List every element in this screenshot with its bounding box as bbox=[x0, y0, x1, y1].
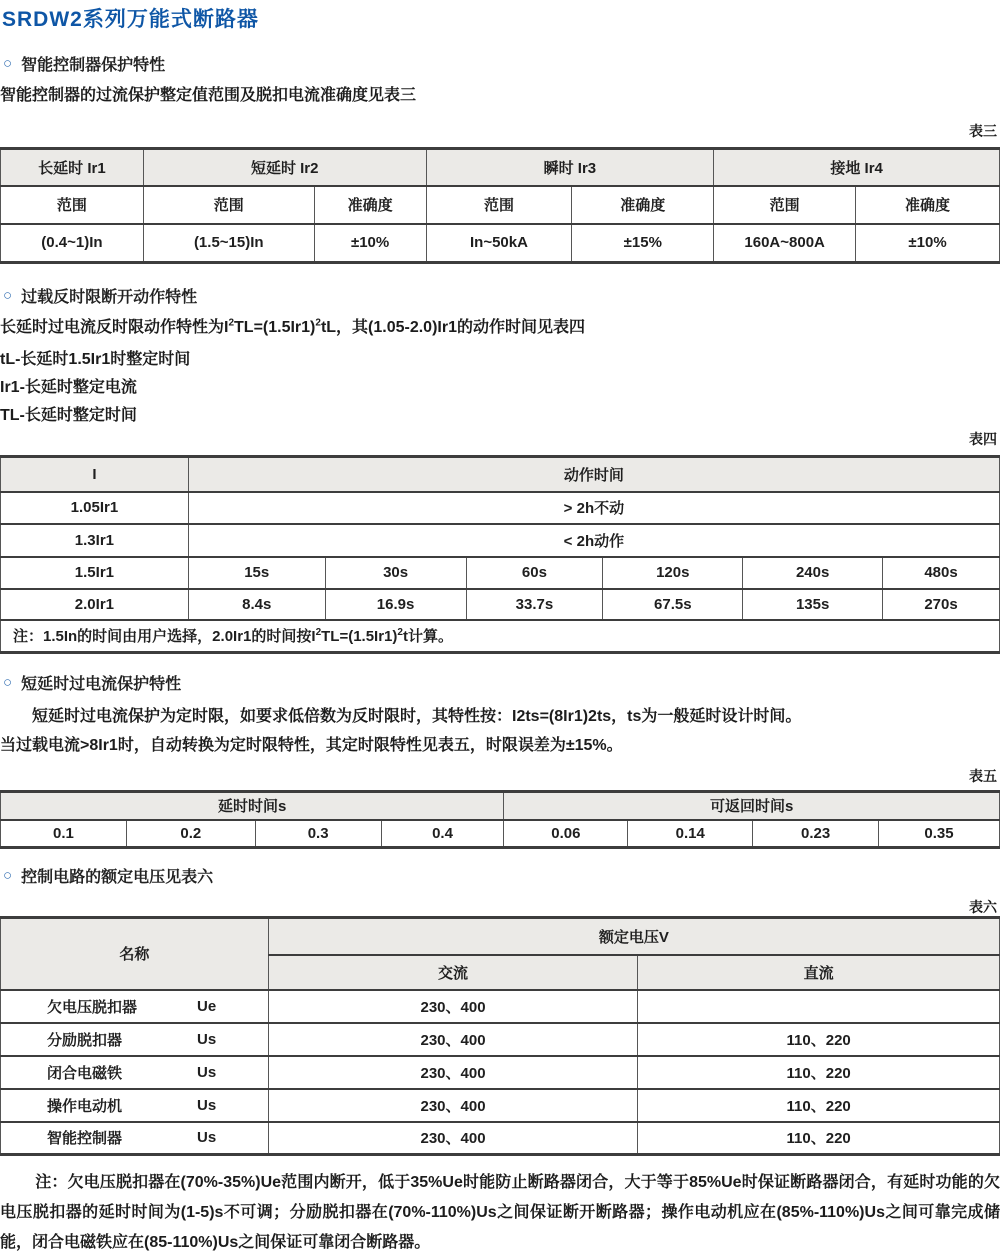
device-symbol: Us bbox=[197, 1096, 217, 1114]
table-row bbox=[1, 457, 1000, 492]
section-heading-control-voltage bbox=[0, 864, 1000, 887]
section3-paragraph: 当过载电流>8Ir1时，自动转换为定时限特性，其定时限特性见表五，时限误差为±15%。 bbox=[0, 737, 623, 754]
data-cell: 160A~800A bbox=[714, 224, 856, 263]
device-name-cell bbox=[1, 990, 269, 1023]
table-row bbox=[1, 557, 1000, 589]
header-cell: 接地 Ir4 bbox=[714, 149, 1000, 186]
table-row bbox=[1, 918, 1000, 955]
table-row bbox=[1, 1122, 1000, 1155]
section-heading-text: 短延时过电流保护特性 bbox=[21, 676, 182, 693]
header-cell: 直流 bbox=[638, 955, 1000, 990]
data-cell: 60s bbox=[466, 557, 603, 589]
device-name: 智能控制器 bbox=[47, 1130, 123, 1148]
data-cell: In~50kA bbox=[426, 224, 572, 263]
formula-text: TL=(1.5Ir1) bbox=[234, 319, 316, 336]
table6-rated-voltages bbox=[0, 916, 1000, 1156]
data-cell: 230、400 bbox=[268, 1023, 638, 1056]
data-cell: 230、400 bbox=[268, 1056, 638, 1089]
data-cell: 0.3 bbox=[255, 820, 381, 848]
definition-line: TL-长延时整定时间 bbox=[0, 407, 137, 424]
device-symbol: Ue bbox=[197, 997, 217, 1015]
footer-note: 注：欠电压脱扣器在(70%-35%)Ue范围内断开，低于35%Ue时能防止断路器闭合，大于等于85%Ue时保证断路器闭合，有延时功能的欠电压脱扣器的延时时间为(1-5)s不可调；分励脱扣器在(70%-110%)Us之间保证断开断路器；操作电动机应在(85%-110%)Us之间可靠完成储能，闭合电磁铁应在(85-110%)Us之间保证可靠闭合断路器。 bbox=[0, 1174, 1000, 1251]
header-cell: I bbox=[1, 457, 189, 492]
superscript: 2 bbox=[397, 627, 403, 639]
device-symbol: Us bbox=[197, 1129, 217, 1147]
device-name-wrap bbox=[1, 1127, 268, 1148]
table-row bbox=[1, 820, 1000, 848]
device-name-wrap bbox=[1, 1095, 268, 1116]
data-cell bbox=[638, 990, 1000, 1023]
section-heading-text: 智能控制器保护特性 bbox=[21, 57, 166, 74]
row-label-cell: 1.05Ir1 bbox=[1, 492, 189, 524]
table4-action-times bbox=[0, 455, 1000, 654]
device-name-wrap bbox=[1, 996, 268, 1017]
data-cell: 230、400 bbox=[268, 1089, 638, 1122]
device-symbol: Us bbox=[197, 1063, 217, 1081]
data-cell: 110、220 bbox=[638, 1056, 1000, 1089]
note-text: t计算。 bbox=[402, 628, 453, 646]
header-cell: 交流 bbox=[268, 955, 638, 990]
data-cell: (0.4~1)In bbox=[1, 224, 144, 263]
note-text: 注：1.5In的时间由用户选择，2.0Ir1的时间按I bbox=[13, 628, 316, 646]
data-cell: 480s bbox=[883, 557, 1000, 589]
data-cell: < 2h动作 bbox=[188, 524, 999, 557]
circle-bullet-icon: ○ bbox=[3, 55, 13, 72]
circle-bullet-icon: ○ bbox=[3, 674, 13, 691]
table-row bbox=[1, 1056, 1000, 1089]
data-cell: 16.9s bbox=[325, 589, 466, 620]
header-cell: 长延时 Ir1 bbox=[1, 149, 144, 186]
table-row bbox=[1, 1023, 1000, 1056]
table-row bbox=[1, 792, 1000, 820]
data-cell: 240s bbox=[743, 557, 883, 589]
data-cell: (1.5~15)In bbox=[143, 224, 314, 263]
table3-protection-settings bbox=[0, 147, 1000, 264]
data-cell: 0.14 bbox=[628, 820, 753, 848]
device-name: 操作电动机 bbox=[47, 1097, 123, 1115]
table-row bbox=[1, 589, 1000, 620]
subheader-cell: 范围 bbox=[143, 186, 314, 224]
subheader-cell: 准确度 bbox=[572, 186, 714, 224]
data-cell: ±10% bbox=[314, 224, 426, 263]
data-cell: ±10% bbox=[856, 224, 1000, 263]
circle-bullet-icon: ○ bbox=[3, 867, 13, 884]
data-cell: 120s bbox=[603, 557, 743, 589]
section-heading-short-delay-protection bbox=[0, 671, 1000, 694]
formula-text: tL，其(1.05-2.0)Ir1的动作时间见表四 bbox=[320, 319, 585, 336]
table-row bbox=[1, 524, 1000, 557]
section-heading-text: 过载反时限断开动作特性 bbox=[21, 289, 198, 306]
data-cell: 230、400 bbox=[268, 990, 638, 1023]
device-name: 分励脱扣器 bbox=[47, 1031, 123, 1049]
device-name-wrap bbox=[1, 1029, 268, 1050]
header-cell: 延时时间s bbox=[1, 792, 504, 820]
circle-bullet-icon: ○ bbox=[3, 287, 13, 304]
page-title: SRDW2系列万能式断路器 bbox=[2, 8, 259, 31]
subheader-cell: 准确度 bbox=[856, 186, 1000, 224]
data-cell: > 2h不动 bbox=[188, 492, 999, 524]
section-heading-controller-protection bbox=[0, 52, 1000, 75]
table-note-row bbox=[1, 620, 1000, 653]
data-cell: ±15% bbox=[572, 224, 714, 263]
table-row bbox=[1, 186, 1000, 224]
header-cell: 动作时间 bbox=[188, 457, 999, 492]
superscript: 2 bbox=[315, 627, 322, 639]
header-cell: 瞬时 Ir3 bbox=[426, 149, 714, 186]
table4-label: 表四 bbox=[969, 431, 997, 447]
data-cell: 0.1 bbox=[1, 820, 127, 848]
row-label-cell: 1.3Ir1 bbox=[1, 524, 189, 557]
data-cell: 270s bbox=[883, 589, 1000, 620]
data-cell: 0.35 bbox=[879, 820, 1000, 848]
data-cell: 0.06 bbox=[504, 820, 628, 848]
subheader-cell: 准确度 bbox=[314, 186, 426, 224]
table5-label: 表五 bbox=[969, 768, 997, 784]
superscript: 2 bbox=[315, 317, 321, 329]
table4-note bbox=[1, 620, 1000, 653]
table-row bbox=[1, 1089, 1000, 1122]
header-cell: 可返回时间s bbox=[504, 792, 1000, 820]
table-row bbox=[1, 990, 1000, 1023]
device-name-cell bbox=[1, 1023, 269, 1056]
device-name: 欠电压脱扣器 bbox=[47, 998, 138, 1016]
data-cell: 110、220 bbox=[638, 1023, 1000, 1056]
device-name-wrap bbox=[1, 1062, 268, 1083]
data-cell: 135s bbox=[743, 589, 883, 620]
data-cell: 30s bbox=[325, 557, 466, 589]
subheader-cell: 范围 bbox=[714, 186, 856, 224]
data-cell: 230、400 bbox=[268, 1122, 638, 1155]
data-cell: 15s bbox=[188, 557, 325, 589]
section-heading-text: 控制电路的额定电压见表六 bbox=[21, 869, 214, 886]
data-cell: 8.4s bbox=[188, 589, 325, 620]
table-row bbox=[1, 149, 1000, 186]
device-name: 闭合电磁铁 bbox=[47, 1064, 123, 1082]
row-label-cell: 1.5Ir1 bbox=[1, 557, 189, 589]
table-row bbox=[1, 492, 1000, 524]
data-cell: 110、220 bbox=[638, 1122, 1000, 1155]
header-cell: 短延时 Ir2 bbox=[143, 149, 426, 186]
data-cell: 110、220 bbox=[638, 1089, 1000, 1122]
header-cell: 名称 bbox=[1, 918, 269, 990]
subheader-cell: 范围 bbox=[426, 186, 572, 224]
device-symbol: Us bbox=[197, 1030, 217, 1048]
table5-delay-times bbox=[0, 790, 1000, 849]
data-cell: 0.23 bbox=[753, 820, 879, 848]
datasheet-page bbox=[0, 3, 1000, 1251]
table3-label: 表三 bbox=[969, 123, 997, 139]
section1-intro: 智能控制器的过流保护整定值范围及脱扣电流准确度见表三 bbox=[0, 87, 417, 104]
data-cell: 67.5s bbox=[603, 589, 743, 620]
subheader-cell: 范围 bbox=[1, 186, 144, 224]
header-cell: 额定电压V bbox=[268, 918, 999, 955]
data-cell: 33.7s bbox=[466, 589, 603, 620]
inverse-time-formula bbox=[0, 318, 1000, 337]
table-row bbox=[1, 224, 1000, 263]
row-label-cell: 2.0Ir1 bbox=[1, 589, 189, 620]
definition-line: tL-长延时1.5Ir1时整定时间 bbox=[0, 351, 191, 368]
section-heading-overload-inverse-time bbox=[0, 284, 1000, 307]
definition-line: Ir1-长延时整定电流 bbox=[0, 379, 137, 396]
section3-paragraph: 短延时过电流保护为定时限，如要求低倍数为反时限时，其特性按：I2ts=(8Ir1)2ts，ts为一般延时设计时间。 bbox=[32, 708, 802, 725]
formula-text: 长延时过电流反时限动作特性为I bbox=[0, 319, 229, 336]
device-name-cell bbox=[1, 1122, 269, 1155]
data-cell: 0.2 bbox=[126, 820, 255, 848]
superscript: 2 bbox=[228, 317, 235, 329]
table6-label: 表六 bbox=[969, 899, 997, 915]
data-cell: 0.4 bbox=[381, 820, 504, 848]
device-name-cell bbox=[1, 1056, 269, 1089]
device-name-cell bbox=[1, 1089, 269, 1122]
note-text: TL=(1.5Ir1) bbox=[321, 628, 398, 646]
